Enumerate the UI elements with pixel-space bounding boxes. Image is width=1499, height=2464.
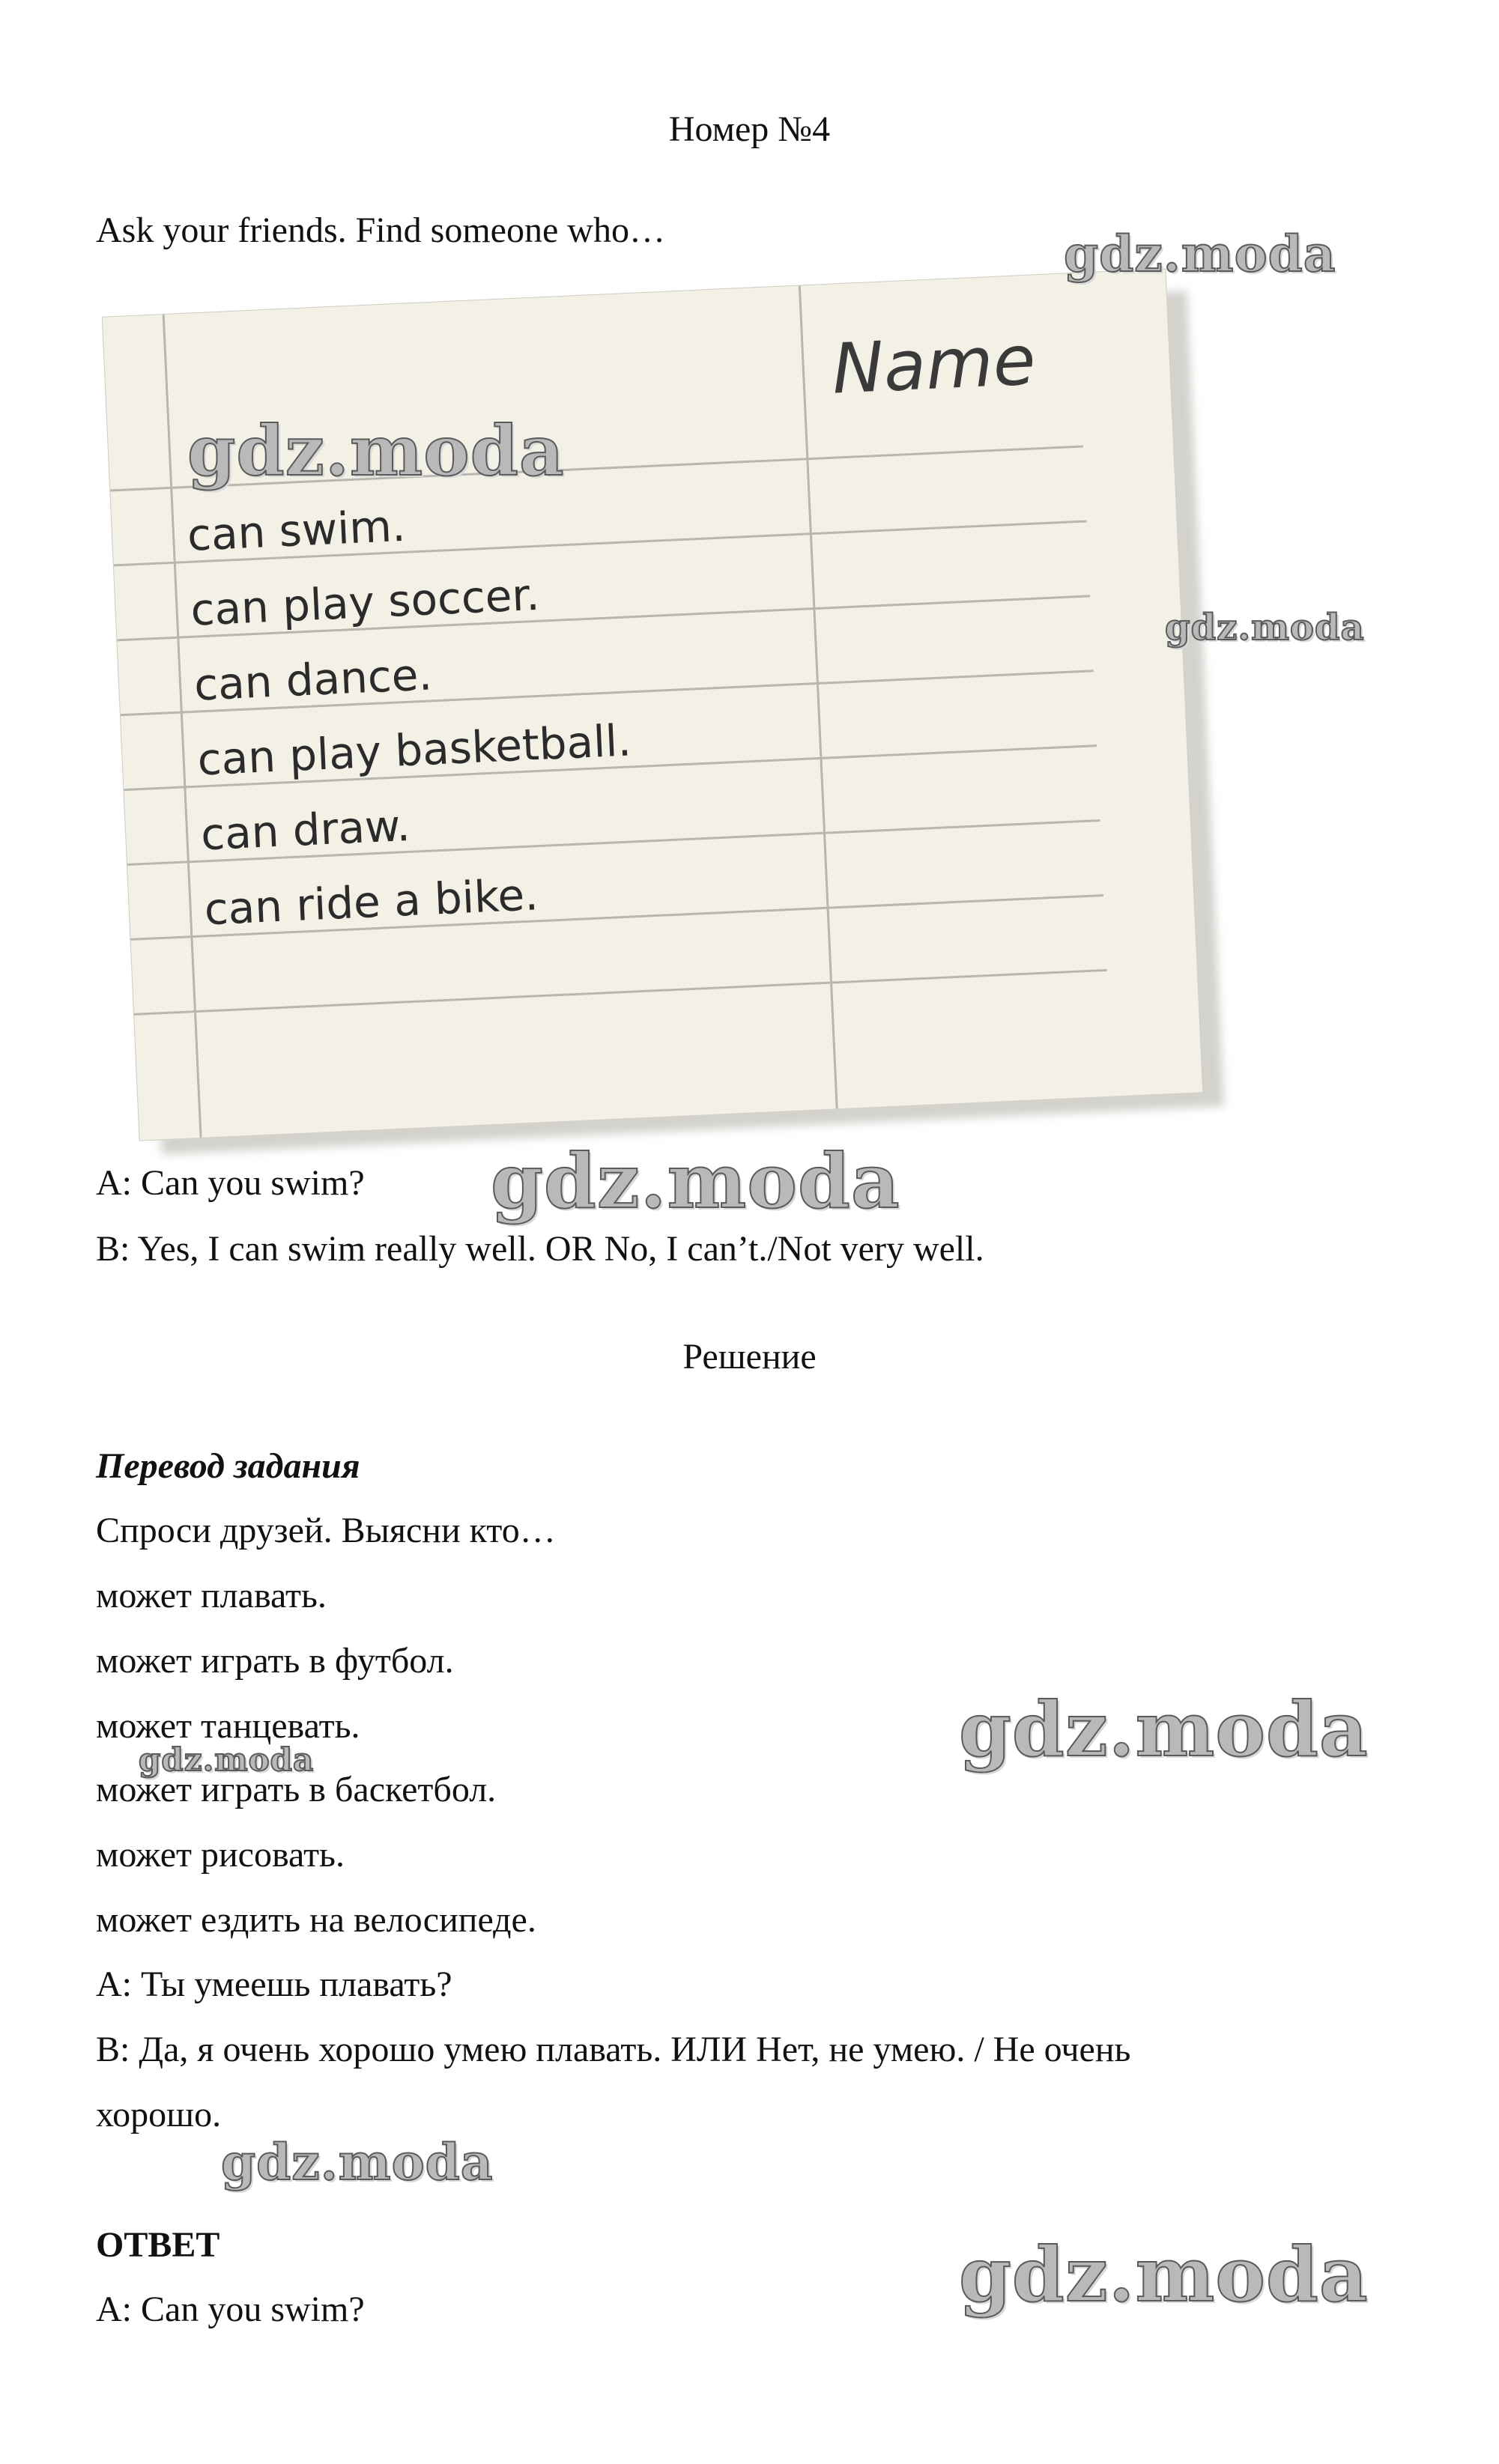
- watermark: gdz.moda: [1165, 607, 1365, 649]
- solution-heading: Решение: [682, 1337, 817, 1377]
- watermark: gdz.moda: [221, 2133, 494, 2191]
- sheet-rule: [134, 969, 1107, 1016]
- translation-line: A: Ты умеешь плавать?: [96, 1964, 452, 2004]
- dialogue-a: A: Can you swim?: [96, 1163, 365, 1203]
- watermark: gdz.moda: [959, 2230, 1369, 2319]
- translation-line: может танцевать.: [96, 1706, 360, 1746]
- translation-line: может плавать.: [96, 1576, 327, 1615]
- page-title: Номер №4: [668, 109, 831, 149]
- watermark: gdz.moda: [187, 410, 565, 491]
- sheet-row: can draw.: [199, 799, 411, 861]
- watermark: gdz.moda: [139, 1741, 315, 1778]
- watermark: gdz.moda: [1064, 225, 1336, 283]
- translation-line: Спроси друзей. Выясни кто…: [96, 1511, 556, 1550]
- translation-line: может ездить на велосипеде.: [96, 1900, 536, 1940]
- translation-line: может рисовать.: [96, 1835, 345, 1875]
- notebook-sheet: [102, 268, 1204, 1141]
- watermark: gdz.moda: [491, 1137, 900, 1225]
- answer-title: ОТВЕТ: [96, 2225, 220, 2265]
- translation-line: B: Да, я очень хорошо умею плавать. ИЛИ Нет, не умею. / Не очень: [96, 2030, 1131, 2069]
- watermark: gdz.moda: [959, 1685, 1369, 1773]
- translation-title: Перевод задания: [96, 1446, 360, 1486]
- sheet-row: can ride a bike.: [203, 869, 539, 935]
- translation-line: может играть в футбол.: [96, 1641, 454, 1681]
- sheet-name-header: Name: [830, 320, 1038, 410]
- sheet-row: can play soccer.: [190, 568, 541, 636]
- translation-line: хорошо.: [96, 2095, 222, 2134]
- translation-line: может играть в баскетбол.: [96, 1770, 497, 1809]
- sheet-row: can swim.: [186, 500, 407, 561]
- dialogue-b: B: Yes, I can swim really well. OR No, I can’t./Not very well.: [96, 1229, 984, 1269]
- sheet-row: can play basketball.: [196, 714, 633, 786]
- sheet-column-line: [799, 285, 838, 1108]
- answer-line: A: Can you swim?: [96, 2289, 365, 2329]
- sheet-row: can dance.: [193, 649, 434, 711]
- task-instruction: Ask your friends. Find someone who…: [96, 210, 665, 250]
